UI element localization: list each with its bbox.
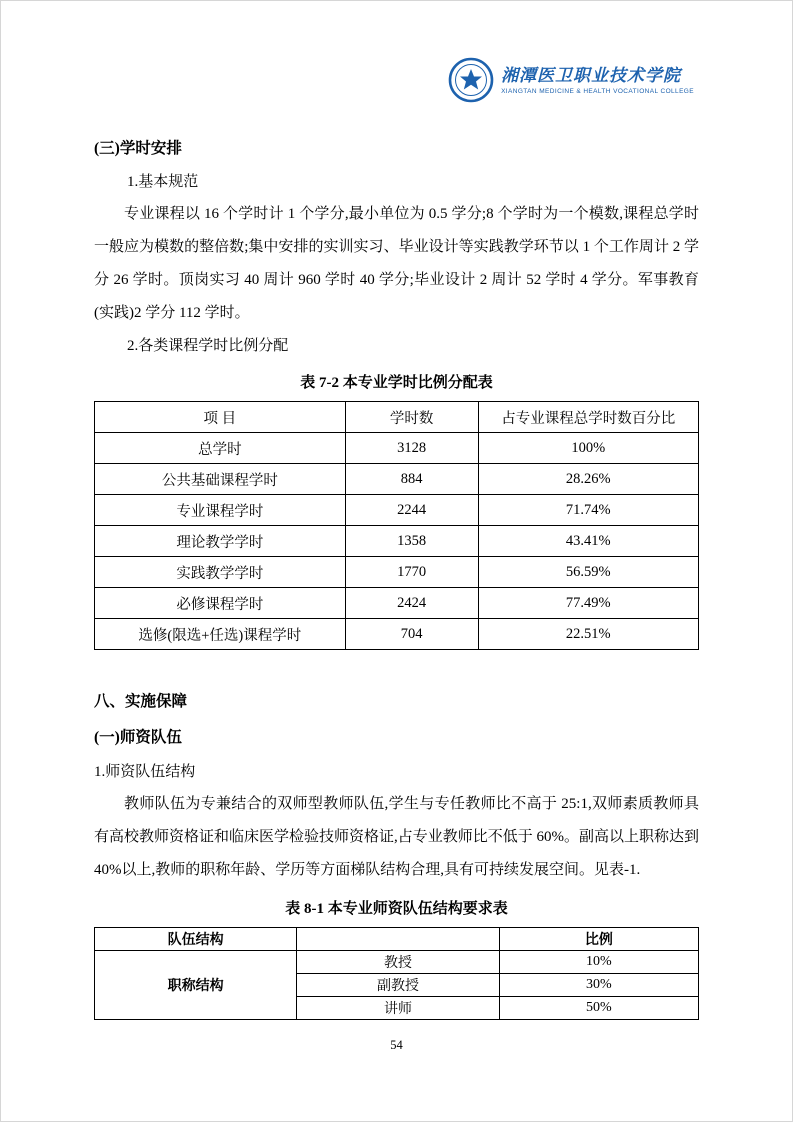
table-cell: 2244: [345, 495, 478, 526]
table-cell: 71.74%: [478, 495, 698, 526]
college-logo: [448, 57, 694, 103]
table-cell: 77.49%: [478, 588, 698, 619]
table-cell: 56.59%: [478, 557, 698, 588]
table-header-cell: [297, 928, 499, 951]
list-item-ratio-distribution: 2.各类课程学时比例分配: [127, 338, 289, 354]
table-row: [95, 951, 699, 974]
list-item-faculty-structure: 1.师资队伍结构: [94, 764, 196, 780]
table-row: [95, 588, 699, 619]
table-row: [95, 619, 699, 650]
table-group-cell: 职称结构: [95, 951, 297, 1020]
table-cell: 副教授: [297, 974, 499, 997]
table-header-cell: 队伍结构: [95, 928, 297, 951]
page-number: 54: [390, 1038, 403, 1052]
table-header-cell: 占专业课程总学时数百分比: [478, 402, 698, 433]
section-heading-implementation: 八、实施保障: [94, 693, 188, 710]
table-cell: 教授: [297, 951, 499, 974]
paragraph-faculty: 教师队伍为专兼结合的双师型教师队伍,学生与专任教师比不高于 25:1,双师素质教师具有高校教师资格证和临床医学检验技师资格证,占专业教师比不低于 60%。副高以上职称达到 40%以上,教师的职称年龄、学历等方面梯队结构合理,具有可持续发展空间。见表-1.: [94, 796, 699, 878]
table-cell: 2424: [345, 588, 478, 619]
table-cell: 100%: [478, 433, 698, 464]
college-logo-icon: [448, 57, 494, 103]
table-cell: 总学时: [95, 433, 346, 464]
list-item-basic-rules: 1.基本规范: [127, 174, 199, 190]
faculty-structure-table: [94, 927, 699, 1020]
table-row: [95, 495, 699, 526]
table-cell: 43.41%: [478, 526, 698, 557]
table-cell: 理论教学学时: [95, 526, 346, 557]
table-row: [95, 464, 699, 495]
document-content: [1, 1, 792, 1020]
table-cell: 3128: [345, 433, 478, 464]
section-heading-faculty: (一)师资队伍: [94, 729, 182, 746]
college-logo-text: [501, 66, 694, 95]
table-cell: 讲师: [297, 997, 499, 1020]
table-cell: 1770: [345, 557, 478, 588]
table-cell: 实践教学学时: [95, 557, 346, 588]
table-cell: 22.51%: [478, 619, 698, 650]
table-row: [95, 526, 699, 557]
table-cell: 28.26%: [478, 464, 698, 495]
table-cell: 必修课程学时: [95, 588, 346, 619]
table-cell: 30%: [499, 974, 698, 997]
table-header-cell: 项 目: [95, 402, 346, 433]
table-cell: 884: [345, 464, 478, 495]
table-header-cell: 比例: [499, 928, 698, 951]
table-cell: 专业课程学时: [95, 495, 346, 526]
table-header-row: [95, 928, 699, 951]
table-header-row: [95, 402, 699, 433]
table-cell: 1358: [345, 526, 478, 557]
table-cell: 选修(限选+任选)课程学时: [95, 619, 346, 650]
table-cell: 704: [345, 619, 478, 650]
table-header-cell: 学时数: [345, 402, 478, 433]
table-cell: 公共基础课程学时: [95, 464, 346, 495]
college-logo-subtitle: XIANGTAN MEDICINE & HEALTH VOCATIONAL COLLEGE: [501, 87, 694, 95]
table-row: [95, 433, 699, 464]
table-cell: 50%: [499, 997, 698, 1020]
hours-ratio-table: [94, 401, 699, 650]
college-logo-title: 湘潭医卫职业技术学院: [501, 65, 682, 85]
table72-title: 表 7-2 本专业学时比例分配表: [300, 375, 493, 391]
section-heading-hours-arrangement: (三)学时安排: [94, 140, 182, 157]
table-cell: 10%: [499, 951, 698, 974]
table81-title: 表 8-1 本专业师资队伍结构要求表: [285, 901, 508, 917]
table-row: [95, 557, 699, 588]
paragraph-hours-rules: 专业课程以 16 个学时计 1 个学分,最小单位为 0.5 学分;8 个学时为一个模数,课程总学时一般应为模数的整倍数;集中安排的实训实习、毕业设计等实践教学环节以 1 个工作周计 2 学分 26 学时。顶岗实习 40 周计 960 学时 40 学分;毕业设计 2 周计 52 学时 4 学分。军事教育(实践)2 学分 112 学时。: [94, 206, 699, 321]
